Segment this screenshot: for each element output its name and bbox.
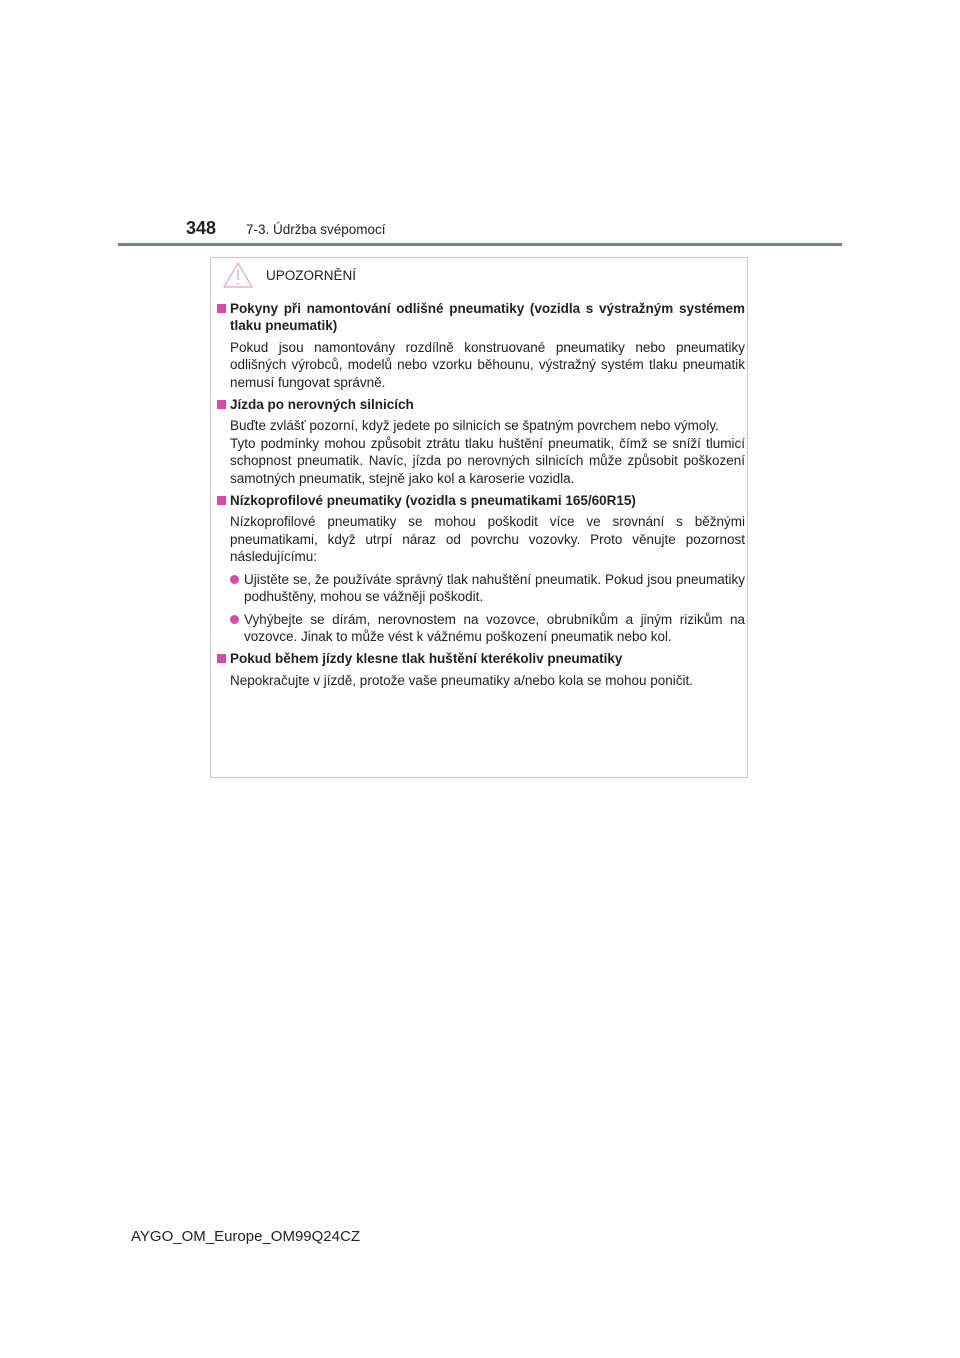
warning-triangle-icon bbox=[223, 262, 253, 288]
list-item: Vyhýbejte se dírám, nerovnostem na vozovce, obrubníkům a jiným rizikům na vozovce. Jinak to může vést k vážnému poškození pneumatik nebo kol. bbox=[217, 611, 745, 646]
round-bullet-icon bbox=[230, 575, 239, 584]
square-bullet-icon bbox=[217, 304, 226, 313]
header-divider bbox=[118, 243, 842, 246]
warning-section bbox=[217, 396, 745, 487]
paragraph: Nepokračujte v jízdě, protože vaše pneumatiky a/nebo kola se mohou poničit. bbox=[230, 672, 694, 688]
list-item: Ujistěte se, že používáte správný tlak nahuštění pneumatik. Pokud jsou pneumatiky podhuštěny, mohou se vážněji poškodit. bbox=[217, 571, 745, 606]
warning-title: UPOZORNĚNÍ bbox=[266, 268, 357, 283]
paragraph: Buďte zvlášť pozorní, když jedete po silnicích se špatným povrchem nebo výmoly. bbox=[230, 418, 719, 434]
section-heading: Pokud během jízdy klesne tlak huštění kterékoliv pneumatiky bbox=[217, 650, 745, 667]
section-body bbox=[217, 513, 745, 565]
section-body bbox=[217, 339, 745, 391]
warning-section bbox=[217, 300, 745, 391]
section-title: 7-3. Údržba svépomocí bbox=[246, 222, 386, 237]
paragraph: Tyto podmínky mohou způsobit ztrátu tlaku huštění pneumatik, čímž se sníží tlumicí schopnost pneumatik. Navíc, jízda po nerovných silnicích může způsobit poškození samotných pneumatik, stejně jako kol a karoserie vozidla. bbox=[230, 435, 745, 486]
page-number: 348 bbox=[186, 218, 217, 238]
section-heading: Nízkoprofilové pneumatiky (vozidla s pneumatikami 165/60R15) bbox=[217, 492, 745, 509]
round-bullet-icon bbox=[230, 615, 239, 624]
warning-content bbox=[217, 300, 745, 694]
warning-section bbox=[217, 650, 745, 689]
warning-section bbox=[217, 492, 745, 645]
section-body bbox=[217, 672, 745, 689]
square-bullet-icon bbox=[217, 496, 226, 505]
section-heading: Pokyny při namontování odlišné pneumatiky (vozidla s výstražným systémem tlaku pneumatik) bbox=[217, 300, 745, 335]
paragraph: Nízkoprofilové pneumatiky se mohou poškodit více ve srovnání s běžnými pneumatikami, když utrpí náraz od povrchu vozovky. Proto věnujte pozornost následujícímu: bbox=[230, 514, 745, 565]
paragraph: Pokud jsou namontovány rozdílně konstruované pneumatiky nebo pneumatiky odlišných výrobců, modelů nebo vzorku běhounu, výstražný systém tlaku pneumatik nemusí fungovat správně. bbox=[230, 339, 745, 390]
square-bullet-icon bbox=[217, 654, 226, 663]
warning-box bbox=[210, 257, 748, 778]
square-bullet-icon bbox=[217, 400, 226, 409]
section-heading: Jízda po nerovných silnicích bbox=[217, 396, 745, 413]
section-body bbox=[217, 417, 745, 487]
document-code: AYGO_OM_Europe_OM99Q24CZ bbox=[131, 1228, 360, 1245]
